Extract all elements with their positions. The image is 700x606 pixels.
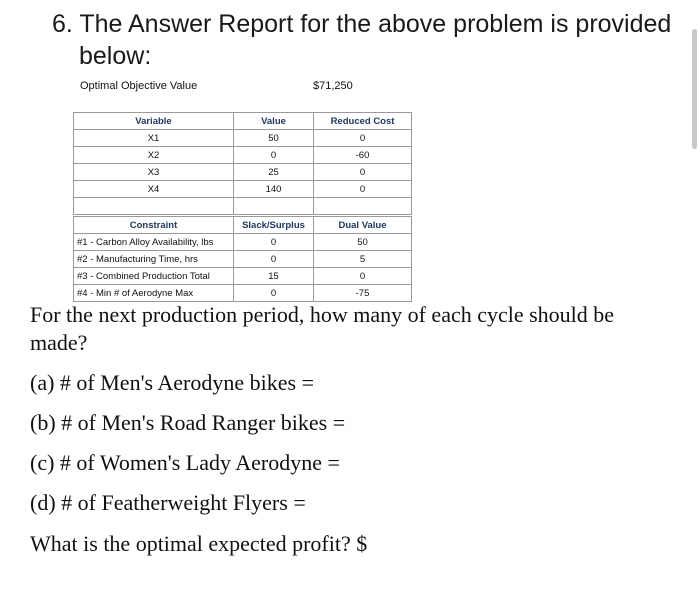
slack-surplus-header: Slack/Surplus: [234, 217, 314, 234]
variables-header-row: [74, 113, 412, 130]
constraint-name: #2 - Manufacturing Time, hrs: [74, 251, 234, 268]
constraint-name: #4 - Min # of Aerodyne Max: [74, 285, 234, 302]
question-c: (c) # of Women's Lady Aerodyne =: [30, 450, 340, 475]
blank-row: [74, 198, 412, 215]
table-row: [74, 130, 412, 147]
dual-value-header: Dual Value: [314, 217, 412, 234]
variable-name: X2: [74, 147, 234, 164]
table-row: [74, 147, 412, 164]
constraints-table: [73, 216, 412, 302]
table-row: [74, 285, 412, 302]
question-heading: [52, 8, 682, 72]
variable-name: X4: [74, 181, 234, 198]
reduced-cost: 0: [314, 164, 412, 181]
question-d: (d) # of Featherweight Flyers =: [30, 490, 306, 515]
variable-name: X3: [74, 164, 234, 181]
value-header: Value: [234, 113, 314, 130]
question-profit: What is the optimal expected profit? $: [30, 531, 368, 556]
table-row: [74, 181, 412, 198]
reduced-cost: -60: [314, 147, 412, 164]
slack-surplus: 15: [234, 268, 314, 285]
slack-surplus: 0: [234, 285, 314, 302]
variable-value: 50: [234, 130, 314, 147]
question-intro: For the next production period, how many of each cycle should be made?: [30, 302, 615, 355]
slack-surplus: 0: [234, 251, 314, 268]
constraint-header: Constraint: [74, 217, 234, 234]
question-heading-line1: 6. The Answer Report for the above problem is provided: [52, 10, 672, 38]
constraints-header-row: [74, 217, 412, 234]
table-row: [74, 164, 412, 181]
objective-label: Optimal Objective Value: [80, 80, 198, 92]
variable-value: 25: [234, 164, 314, 181]
variable-value: 140: [234, 181, 314, 198]
question-b: (b) # of Men's Road Ranger bikes =: [30, 410, 346, 435]
variable-name: X1: [74, 130, 234, 147]
scrollbar[interactable]: [692, 29, 697, 149]
objective-value: $71,250: [313, 80, 353, 92]
slack-surplus: 0: [234, 234, 314, 251]
reduced-cost-header: Reduced Cost: [314, 113, 412, 130]
table-row: [74, 251, 412, 268]
reduced-cost: 0: [314, 130, 412, 147]
table-row: [74, 234, 412, 251]
variable-header: Variable: [74, 113, 234, 130]
dual-value: 0: [314, 268, 412, 285]
reduced-cost: 0: [314, 181, 412, 198]
constraint-name: #1 - Carbon Alloy Availability, lbs: [74, 234, 234, 251]
dual-value: 50: [314, 234, 412, 251]
question-a: (a) # of Men's Aerodyne bikes =: [30, 370, 314, 395]
variables-table: [73, 112, 412, 215]
dual-value: 5: [314, 251, 412, 268]
question-heading-line2: below:: [79, 42, 152, 70]
table-row: [74, 268, 412, 285]
constraint-name: #3 - Combined Production Total: [74, 268, 234, 285]
dual-value: -75: [314, 285, 412, 302]
variable-value: 0: [234, 147, 314, 164]
